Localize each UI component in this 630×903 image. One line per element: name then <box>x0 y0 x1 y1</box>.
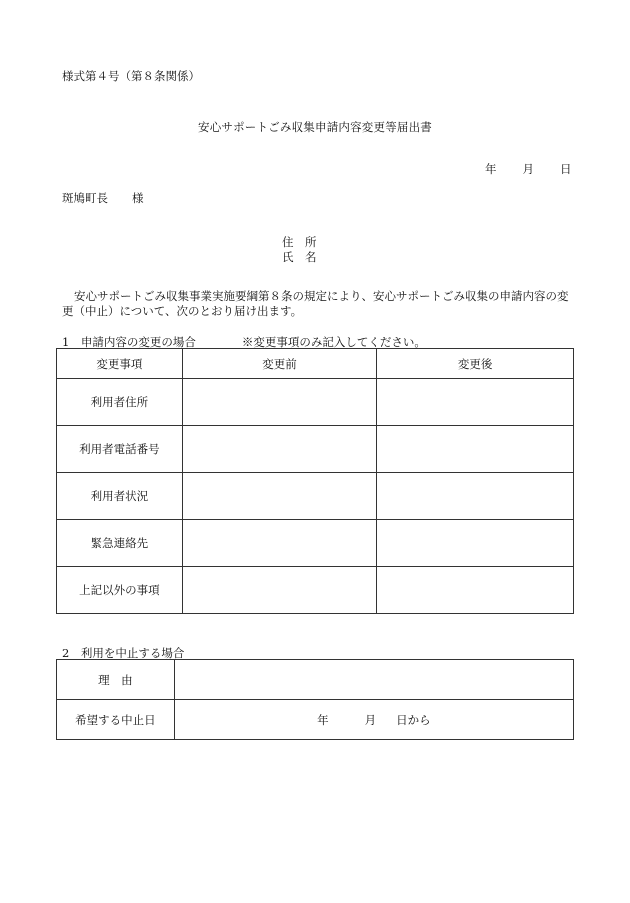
form-title: 安心サポートごみ収集申請内容変更等届出書 <box>198 120 432 134</box>
reason-cell[interactable] <box>174 660 573 700</box>
date-month-label: 月 <box>522 162 534 176</box>
applicant-address-label: 住 所 <box>282 235 317 249</box>
applicant-address-row <box>282 235 317 250</box>
column-header-after: 変更後 <box>377 349 574 379</box>
body-text: 安心サポートごみ収集事業実施要綱第８条の規定により、安心サポートごみ収集の申請内容の変更（中止）について、次のとおり届け出ます。 <box>62 289 569 318</box>
before-phone-cell[interactable] <box>182 426 377 473</box>
stop-date-day-label: 日から <box>396 712 431 727</box>
applicant-name-row <box>282 250 317 265</box>
table-row <box>57 426 574 473</box>
section2-heading: 2 利用を中止する場合 <box>62 646 185 660</box>
before-emergency-contact-cell[interactable] <box>182 520 377 567</box>
stop-date-label: 希望する中止日 <box>57 700 175 740</box>
applicant-block <box>282 235 317 265</box>
submission-date <box>485 161 572 177</box>
applicant-name-label: 氏 名 <box>282 250 317 264</box>
section1-note: ※変更事項のみ記入してください。 <box>241 335 426 349</box>
table-row <box>57 520 574 567</box>
after-other-cell[interactable] <box>377 567 574 614</box>
date-day-label: 日 <box>560 162 572 176</box>
addressee <box>62 190 144 206</box>
before-address-cell[interactable] <box>182 379 377 426</box>
table-row <box>57 567 574 614</box>
date-year-label: 年 <box>485 162 497 176</box>
row-label-phone: 利用者電話番号 <box>57 426 183 473</box>
row-label-status: 利用者状況 <box>57 473 183 520</box>
row-label-other: 上記以外の事項 <box>57 567 183 614</box>
stop-date-cell[interactable] <box>174 700 573 740</box>
row-label-address: 利用者住所 <box>57 379 183 426</box>
change-table <box>56 348 574 614</box>
addressee-name: 斑鳩町長 <box>62 191 108 205</box>
after-emergency-contact-cell[interactable] <box>377 520 574 567</box>
column-header-item: 変更事項 <box>57 349 183 379</box>
table-row <box>57 700 574 740</box>
before-status-cell[interactable] <box>182 473 377 520</box>
after-phone-cell[interactable] <box>377 426 574 473</box>
cancellation-table <box>56 659 574 740</box>
stop-date-month-label: 月 <box>364 712 377 727</box>
reason-label: 理 由 <box>57 660 175 700</box>
after-address-cell[interactable] <box>377 379 574 426</box>
before-other-cell[interactable] <box>182 567 377 614</box>
form-number: 様式第４号（第８条関係） <box>62 69 200 83</box>
column-header-before: 変更前 <box>182 349 377 379</box>
table-row <box>57 660 574 700</box>
addressee-honorific: 様 <box>132 191 144 205</box>
stop-date-year-label: 年 <box>317 712 329 727</box>
change-table-header <box>57 349 574 379</box>
section1-heading: 1 申請内容の変更の場合 <box>62 335 196 349</box>
after-status-cell[interactable] <box>377 473 574 520</box>
table-row <box>57 379 574 426</box>
table-row <box>57 473 574 520</box>
row-label-emergency-contact: 緊急連絡先 <box>57 520 183 567</box>
